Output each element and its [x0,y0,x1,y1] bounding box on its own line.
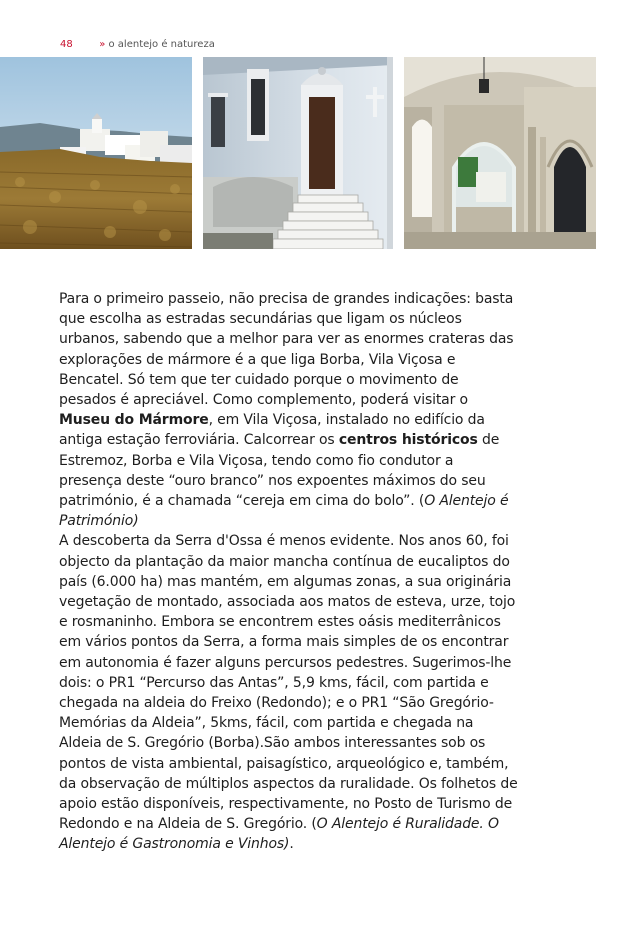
paragraph-serra-ossa [59,531,519,854]
text-run: , em Vila Viçosa, instalado no edifício da antiga estação ferroviária. Calcorrear os [59,412,485,449]
running-header [60,39,215,50]
photo-strip [0,57,596,249]
text-run: . [289,836,294,853]
italic-reference: O Alentejo é Património) [59,493,509,530]
paragraph-marble [59,289,519,531]
section-title [99,39,215,50]
text-run: de Estremoz, Borba e Vila Viçosa, tendo como fio condutor a presença deste “ouro branco” nos expoentes máximos do seu património, é a chamada “cereja em cima do bolo”. ( [59,432,500,510]
white-building-facade-photo [203,57,393,249]
italic-reference: O Alentejo é Ruralidade. O Alentejo é Gastronomia e Vinhos) [59,816,499,853]
bold-historic-centers: centros históricos [338,432,478,449]
vineyard-village-photo [0,57,192,249]
cloister-arches-photo [404,57,596,249]
text-run: Para o primeiro passeio, não precisa de grandes indicações: basta que escolha as estradas secundárias que ligam os núcleos urbanos, sabendo que a melhor para ver as enormes crateras das explorações de mármore é a que liga Borba, Vila Viçosa e Bencatel. Só tem que ter cuidado porque o movimento de pesados é apreciável. Como complemento, poderá visitar o [59,291,514,409]
section-label: o alentejo é natureza [108,39,215,50]
text-run: A descoberta da Serra d'Ossa é menos evidente. Nos anos 60, foi objecto da plantação da maior mancha contínua de eucaliptos do país (6.000 ha) mas mantém, em algumas zonas, a sua originária vegetação de montado, associada aos matos de esteva, urze, tojo e rosmaninho. Embora se encontrem estes oásis mediterrânicos em vários pontos da Serra, a forma mais simples de os encontrar em autonomia é fazer alguns percursos pedestres. Sugerimos-lhe dois: o PR1 “Percurso das Antas”, 5,9 kms, fácil, com partida e chegada na aldeia do Freixo (Redondo); e o PR1 “São Gregório- Memórias da Aldeia”, 5kms, fácil, com partida e chegada na Aldeia de S. Gregório (Borba).São ambos interessantes sob os pontos de vista ambiental, paisagístico, arqueológico e, também, da observação de múltiplos aspectos da ruralidade. Os folhetos de apoio estão disponíveis, respectivamente, no Posto de Turismo de Redondo e na Aldeia de S. Gregório. ( [59,533,518,833]
arrow-icon: » [99,39,106,50]
page-number: 48 [60,39,73,50]
body-text [59,289,519,855]
bold-museum: Museu do Mármore [59,412,209,429]
